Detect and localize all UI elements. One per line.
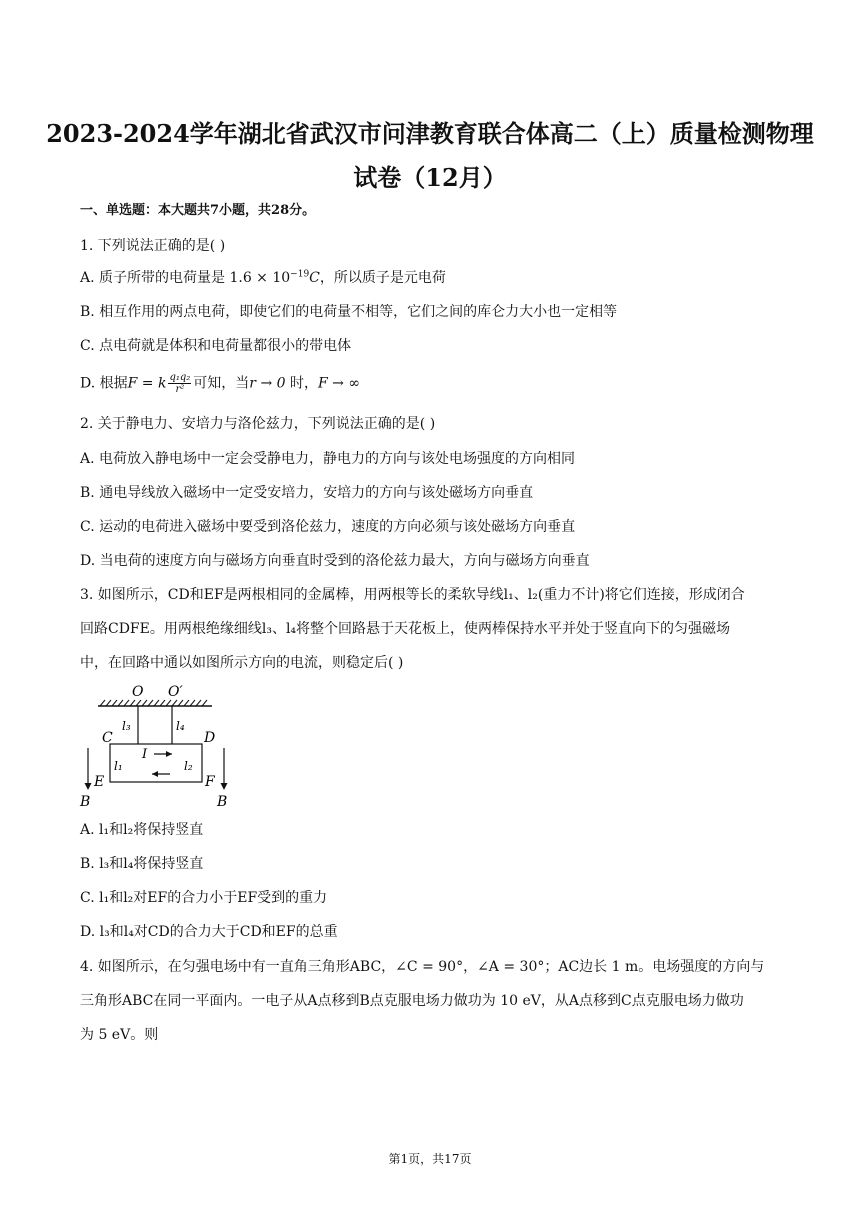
field-arrowhead-left [85,783,92,790]
q3-option-d: D. l₃和l₄对CD的合力大于CD和EF的总重 [80,924,338,940]
q1-a-unit: C [309,270,320,286]
ceiling-hatch [100,700,207,706]
q1-a-exp: −19 [290,269,310,280]
q3-line3: 中，在回路中通以如图所示方向的电流，则稳定后( ) [80,655,404,671]
q1-d-mid: 可知，当 [193,375,250,392]
q1-d-cond: r → 0 [249,375,286,392]
q4-line1: 4. 如图所示，在匀强电场中有一直角三角形ABC，∠C = 90°，∠A = 30°；AC边长 1 m。电场强度的方向与 [80,959,765,975]
circuit-figure [72,680,252,812]
q1-d-when: 时， [285,375,318,392]
q3-line1: 3. 如图所示，CD和EF是两根相同的金属棒，用两根等长的柔软导线l₁、l₂(重力不计)将它们连接，形成闭合 [80,587,745,603]
q2-option-a: A. 电荷放入静电场中一定会受静电力，静电力的方向与该处电场强度的方向相同 [80,451,576,467]
q1-d-num: q₁q₂ [169,372,191,383]
q2-option-b: B. 通电导线放入磁场中一定受安培力，安培力的方向与该处磁场方向垂直 [80,485,534,501]
q2-option-d: D. 当电荷的速度方向与磁场方向垂直时受到的洛伦兹力最大，方向与磁场方向垂直 [80,553,590,569]
q3-line2: 回路CDFE。用两根绝缘细线l₃、l₄将整个回路悬于天花板上，使两棒保持水平并处于竖直向下的匀强磁场 [80,621,731,637]
q4-line3: 为 5 eV。则 [80,1027,159,1043]
fig-label-l1: l₁ [114,759,123,773]
q2-stem: 2. 关于静电力、安培力与洛伦兹力，下列说法正确的是( ) [80,416,436,432]
page-footer: 第1页，共17页 [388,1152,472,1166]
current-arrowhead-bottom [152,771,158,777]
q3-option-a: A. l₁和l₂将保持竖直 [80,822,204,838]
q1-option-d [80,372,360,395]
q2-option-c: C. 运动的电荷进入磁场中要受到洛伦兹力，速度的方向必须与该处磁场方向垂直 [80,519,576,535]
q3-option-c: C. l₁和l₂对EF的合力小于EF受到的重力 [80,890,328,906]
fig-label-l4: l₄ [176,719,185,733]
page-title-line2: 试卷（12月） [353,163,507,192]
fig-label-D: D [204,730,216,746]
fig-label-B-left: B [80,794,91,810]
fig-label-l2: l₂ [184,759,193,773]
q1-d-den: r² [175,384,185,395]
q1-option-a [80,268,446,288]
fig-label-C: C [102,730,113,746]
q1-d-lhs: F = k [127,375,167,392]
page-title-line1: 2023-2024学年湖北省武汉市问津教育联合体高二（上）质量检测物理 [46,119,814,148]
q1-d-pre: D. 根据 [80,375,128,392]
q4-line2: 三角形ABC在同一平面内。一电子从A点移到B点克服电场力做功为 10 eV，从A点移到C点克服电场力做功 [80,993,744,1009]
q1-stem: 1. 下列说法正确的是( ) [80,238,226,254]
q1-d-fraction [168,372,191,395]
q1-d-result: F → ∞ [317,375,360,392]
field-arrowhead-right [221,783,228,790]
fig-label-l3: l₃ [122,719,131,733]
fig-label-O: O [132,684,144,700]
q1-a-post: ，所以质子是元电荷 [319,270,446,286]
fig-label-E: E [94,774,105,790]
q1-option-b: B. 相互作用的两点电荷，即使它们的电荷量不相等，它们之间的库仑力大小也一定相等 [80,304,618,320]
q1-option-c: C. 点电荷就是体积和电荷量都很小的带电体 [80,338,352,354]
q1-a-pre: A. 质子所带的电荷量是 1.6 × 10 [80,270,291,286]
fig-label-F: F [205,774,215,790]
fig-label-I: I [142,747,148,762]
fig-label-B-right: B [217,794,228,810]
current-arrowhead-top [166,751,172,757]
q3-option-b: B. l₃和l₄将保持竖直 [80,856,204,872]
fig-label-O2: O′ [168,684,183,700]
section-heading: 一、单选题：本大题共7小题，共28分。 [80,203,316,218]
